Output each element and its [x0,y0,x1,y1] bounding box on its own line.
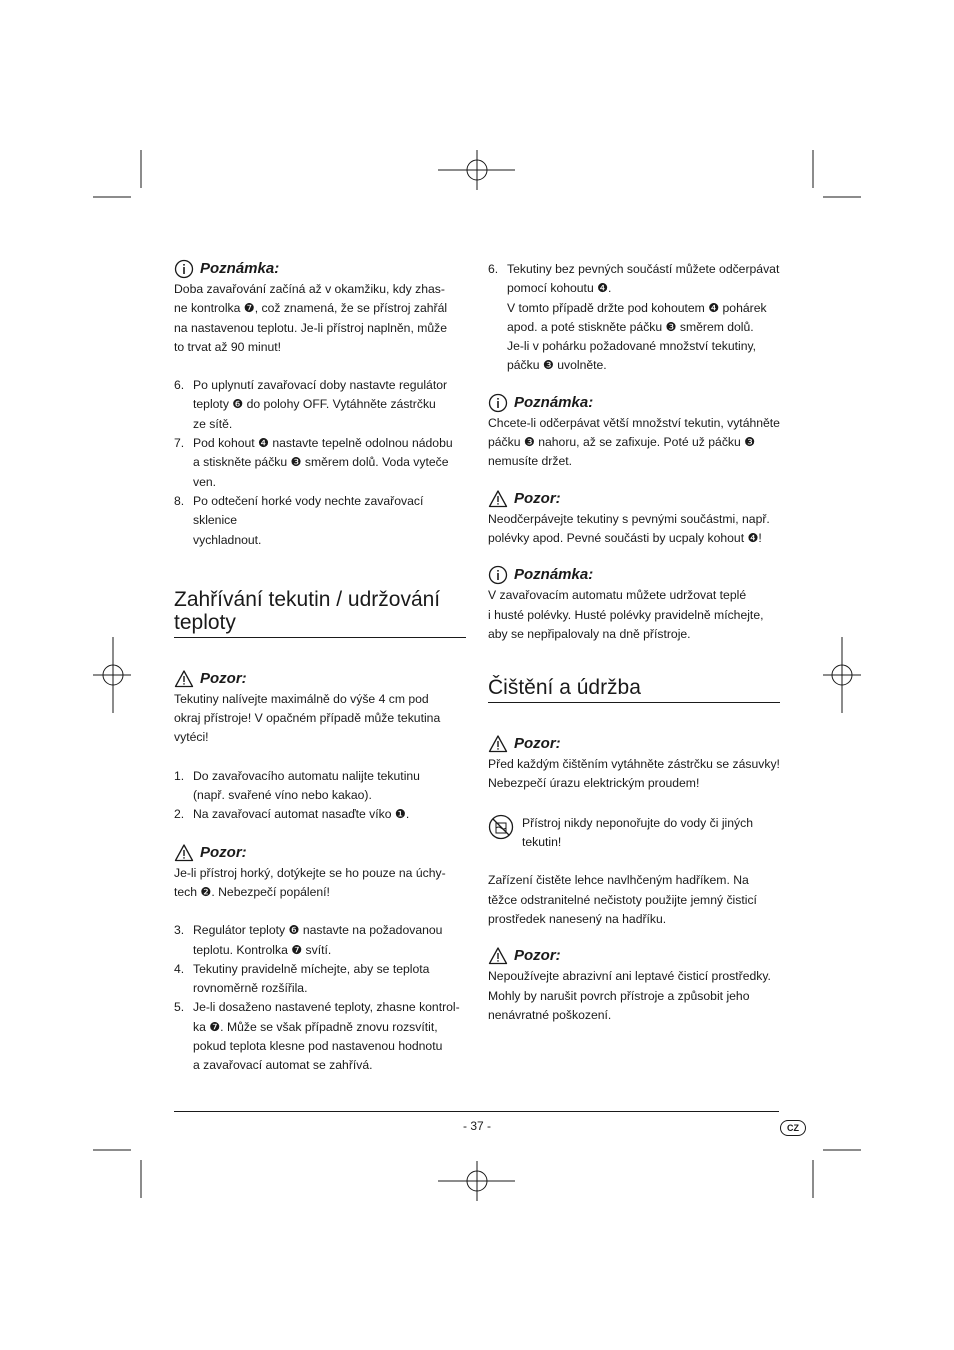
page-number: - 37 - [462,1119,491,1133]
warning-heading: Pozor: [200,843,247,861]
note-block [488,392,780,472]
left-column [174,258,466,1076]
list-item: 4. Tekutiny pravidelně míchejte, aby se teplota rovnoměrně rozšířila. [174,961,430,996]
section-title: Čištění a údržba [488,676,780,703]
list-item: 6. Po uplynutí zavařovací doby nastavte regulátor teploty ❻ do polohy OFF. Vytáhněte zástrčku ze sítě. [174,378,448,431]
note-heading: Poznámka: [514,393,594,411]
note-block [488,564,780,644]
warning-text: Nepoužívejte abrazivní ani leptavé čisticí prostředky. Mohly by narušit povrch přístroje a způsobit jeho nenávratné poškození. [488,969,771,1022]
cleaning-text: Zařízení čistěte lehce navlhčeným hadříkem. Na těžce odstranitelné nečistoty použijte jemný čisticí prostředek nanesený na hadříku. [488,873,757,926]
section-title: Zahřívání tekutin / udržování teploty [174,588,466,638]
note-heading: Poznámka: [200,260,280,277]
language-badge: CZ [780,1120,806,1136]
note-text: Doba zavařování začíná až v okamžiku, kdy zhas- ne kontrolka ❼, což znamená, že se přístroj zahřál na nastavenou teplotu. Je-li přístroj naplněn, může to trvat až 90 minut! [174,282,448,354]
warning-block [174,668,466,748]
warning-text: Před každým čištěním vytáhněte zástrčku se zásuvky! Nebezpečí úrazu elektrickým proudem! [488,757,780,791]
list-item: 5. Je-li dosaženo nastavené teploty, zhasne kontrol- ka ❼. Může se však případně znovu rozsvítit, pokud teplota klesne pod nastavenou hodnotu a zavařovací automat se zahřívá. [174,1000,460,1073]
list-item: 7. Pod kohout ❹ nastavte tepelně odolnou nádobu a stiskněte páčku ❸ směrem dolů. Voda vyteče ven. [174,436,453,489]
note-text: Chcete-li odčerpávat větší množství tekutin, vytáhněte páčku ❸ nahoru, až se zafixuje. Poté už páčku ❸ nemusíte držet. [488,415,780,469]
info-icon [174,259,194,279]
list-item: 2. Na zavařovací automat nasaďte víko ❶. [174,807,410,822]
steps-list [174,921,466,1075]
info-icon [488,565,508,585]
warning-icon [174,669,194,689]
list-item: 6. Tekutiny bez pevných součástí můžete odčerpávat pomocí kohoutu ❹. V tomto případě držte pod kohoutem ❹ pohárek apod. a poté stiskněte páčku ❸ směrem dolů. Je-li v pohárku požadované množství tekutiny, páčku ❸ uvolněte. [488,262,780,373]
warning-icon [488,734,508,754]
warning-block [174,842,466,903]
warning-heading: Pozor: [514,735,561,753]
no-water-text: Přístroj nikdy neponořujte do vody či jiných tekutin! [522,815,754,850]
steps-list [174,376,466,550]
warning-block [488,945,780,1025]
warning-heading: Pozor: [200,669,247,687]
warning-icon [488,946,508,966]
warning-icon [488,489,508,509]
steps-list [174,767,466,825]
steps-list [488,260,780,376]
warning-text: Tekutiny nalívejte maximálně do výše 4 cm pod okraj přístroje! V opačném případě může tekutina vytéci! [174,691,441,745]
note-heading: Poznámka: [514,566,594,584]
no-immersion-icon [488,814,514,840]
list-item: 3. Regulátor teploty ❻ nastavte na požadovanou teplotu. Kontrolka ❼ svítí. [174,923,443,957]
warning-icon [174,843,194,863]
footer-rule [174,1111,779,1112]
info-icon [488,393,508,413]
warning-heading: Pozor: [514,489,561,507]
note-text: V zavařovacím automatu můžete udržovat teplé i husté polévky. Husté polévky pravidelně míchejte, aby se nepřipalovaly na dně přístroje. [488,588,764,641]
list-item: 8. Po odtečení horké vody nechte zavařovací sklenice vychladnout. [174,493,424,547]
warning-block [488,488,780,549]
warning-text: Neodčerpávejte tekutiny s pevnými součástmi, např. polévky apod. Pevné součásti by ucpaly kohout ❹! [488,511,770,545]
warning-heading: Pozor: [514,947,561,965]
list-item: 1. Do zavařovacího automatu nalijte tekutinu (např. svařené víno nebo kakao). [174,768,420,803]
right-column [488,260,780,1025]
warning-text: Je-li přístroj horký, dotýkejte se ho pouze na úchy- tech ❷. Nebezpečí popálení! [174,865,446,899]
warning-block [488,733,780,794]
note-block [174,258,466,357]
no-water-block [488,814,780,853]
